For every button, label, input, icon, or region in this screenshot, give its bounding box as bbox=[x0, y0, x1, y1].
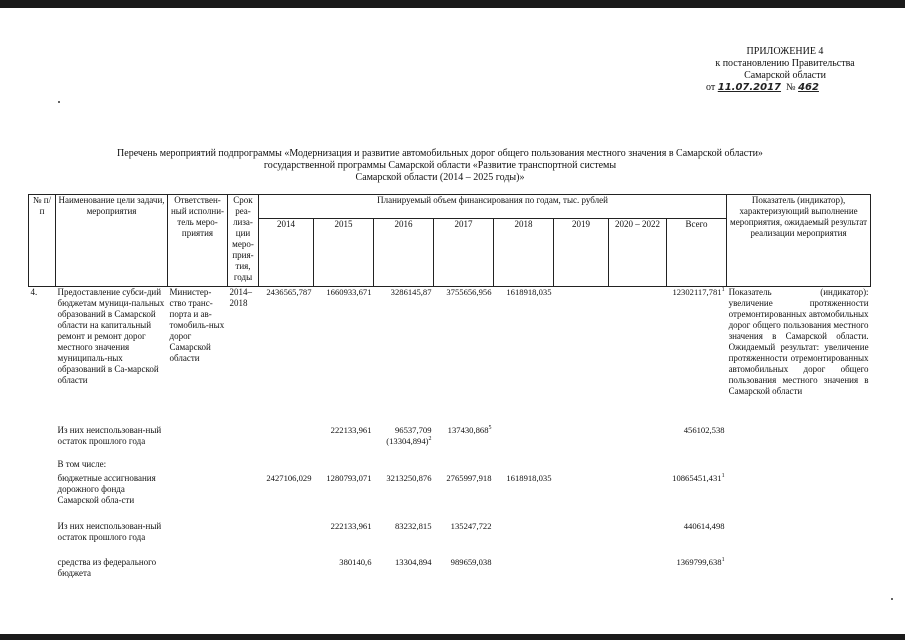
cell-total bbox=[667, 473, 727, 521]
cell-2017 bbox=[434, 425, 494, 459]
row-indicator: Показатель (индикатор): увеличение протяженности отремонтированных автомобильных дорог общего пользования местного значения в Самарской области. Ожидаемый результат: увеличение протяженности отремонтированных автомобильных дорог общего пользования местного значения в Самарской области bbox=[728, 287, 869, 396]
cell-2014: 2436565,787 bbox=[266, 287, 312, 297]
header-indicator: Показатель (индикатор), характеризующий выполнение мероприятия, ожидаемый результат реализации мероприятия bbox=[727, 195, 871, 287]
row-name: Из них неиспользован-ный остаток прошлого года bbox=[57, 520, 162, 542]
cell-total bbox=[667, 557, 727, 583]
footnote-mark: 1 bbox=[721, 556, 725, 563]
total-value: 12302117,781 bbox=[672, 287, 722, 297]
cell-2016: 13304,894 bbox=[394, 556, 432, 567]
value-2017: 137430,868 bbox=[447, 424, 489, 435]
cell-2019 bbox=[554, 287, 609, 425]
cell-2015: 222133,961 bbox=[330, 424, 372, 435]
document-title bbox=[90, 148, 790, 184]
row-period: 2014– 2018 bbox=[229, 287, 252, 308]
footnote-mark: 2 bbox=[428, 435, 432, 442]
handwritten-date: 11.07.2017 bbox=[717, 82, 782, 93]
header-year-2019: 2019 bbox=[554, 219, 609, 287]
header-year-2014: 2014 bbox=[259, 219, 314, 287]
header-executor: Ответствен-ный исполни-тель меро-приятия bbox=[168, 195, 228, 287]
appendix-line: к постановлению Правительства bbox=[715, 58, 855, 69]
cell-2016 bbox=[374, 425, 434, 459]
cell-2015: 380140,6 bbox=[339, 556, 372, 567]
funding-table bbox=[28, 194, 871, 583]
row-name: Из них неиспользован-ный остаток прошлого года bbox=[57, 424, 162, 446]
scan-speck bbox=[891, 598, 893, 600]
title-line: Самарской области (2014 – 2025 годы)» bbox=[355, 172, 525, 183]
title-line: государственной программы Самарской области «Развитие транспортной системы bbox=[263, 160, 617, 171]
row-number: 4. bbox=[30, 287, 38, 297]
header-year-2018: 2018 bbox=[494, 219, 554, 287]
row-name: бюджетные ассигнования дорожного фонда Самарской обла-сти bbox=[57, 472, 156, 505]
row-name: средства из федерального бюджета bbox=[57, 556, 157, 578]
scan-top-edge bbox=[0, 0, 905, 8]
handwritten-number: 462 bbox=[798, 82, 819, 93]
cell-2017: 3755656,956 bbox=[446, 287, 492, 297]
appendix-block bbox=[690, 46, 880, 94]
header-year-2015: 2015 bbox=[314, 219, 374, 287]
header-total: Всего bbox=[667, 219, 727, 287]
table-row bbox=[29, 287, 871, 425]
total-value: 1369799,638 bbox=[676, 556, 722, 567]
cell-2018: 1618918,035 bbox=[506, 287, 552, 297]
number-prefix: № bbox=[786, 82, 796, 93]
cell-2020-2022 bbox=[609, 287, 667, 425]
cell-2017: 135247,722 bbox=[450, 520, 492, 531]
scan-speck bbox=[58, 101, 60, 103]
footnote-mark: 5 bbox=[488, 424, 492, 431]
cell-2015: 1280793,071 bbox=[326, 472, 372, 483]
cell-2016: 3213250,876 bbox=[386, 472, 432, 483]
appendix-title: ПРИЛОЖЕНИЕ 4 bbox=[746, 46, 824, 57]
table-row bbox=[29, 521, 871, 557]
table-row bbox=[29, 425, 871, 459]
cell-2016: 83232,815 bbox=[394, 520, 432, 531]
date-prefix: от bbox=[706, 82, 716, 93]
cell-2017: 989659,038 bbox=[450, 556, 492, 567]
title-line: Перечень мероприятий подпрограммы «Модернизация и развитие автомобильных дорог общего пользования местного значения в Самарской области» bbox=[117, 148, 763, 159]
total-value: 10865451,431 bbox=[672, 472, 722, 483]
scan-bottom-edge bbox=[0, 634, 905, 640]
footnote-mark: 1 bbox=[721, 472, 725, 479]
header-name: Наименование цели задачи, мероприятия bbox=[56, 195, 168, 287]
cell-total: 440614,498 bbox=[683, 520, 725, 531]
row-name: В том числе: bbox=[57, 458, 107, 469]
table-row bbox=[29, 459, 871, 473]
cell-total bbox=[667, 287, 727, 425]
footnote-mark: 1 bbox=[721, 287, 725, 294]
cell-2016: 3286145,87 bbox=[390, 287, 432, 297]
header-number: № п/п bbox=[29, 195, 56, 287]
row-name: Предоставление субси-дий бюджетам муници-пальных образований в Самарской области на капитальный ремонт и ремонт дорог местного значения муниципаль-ных образований в Са-марской области bbox=[57, 287, 165, 385]
cell-total: 456102,538 bbox=[683, 424, 725, 435]
cell-2017: 2765997,918 bbox=[446, 472, 492, 483]
cell-2015: 1660933,671 bbox=[326, 287, 372, 297]
cell-2015: 222133,961 bbox=[330, 520, 372, 531]
value-2016-extra: (13304,894) bbox=[386, 435, 429, 446]
appendix-line: Самарской области bbox=[744, 70, 826, 81]
header-year-2016: 2016 bbox=[374, 219, 434, 287]
table-row bbox=[29, 473, 871, 521]
value-2016: 96537,709 bbox=[394, 424, 432, 435]
table-row bbox=[29, 557, 871, 583]
cell-2018: 1618918,035 bbox=[506, 472, 552, 483]
header-year-2017: 2017 bbox=[434, 219, 494, 287]
header-period: Срок реа-лиза-ции меро-прия-тия, годы bbox=[228, 195, 259, 287]
row-executor: Министер-ство транс-порта и ав-томобиль-ных дорог Самарской области bbox=[169, 287, 225, 363]
header-year-2020-2022: 2020 – 2022 bbox=[609, 219, 667, 287]
cell-2014: 2427106,029 bbox=[266, 472, 312, 483]
header-funding: Планируемый объем финансирования по годам, тыс. рублей bbox=[259, 195, 727, 219]
appendix-date-line bbox=[706, 82, 880, 94]
